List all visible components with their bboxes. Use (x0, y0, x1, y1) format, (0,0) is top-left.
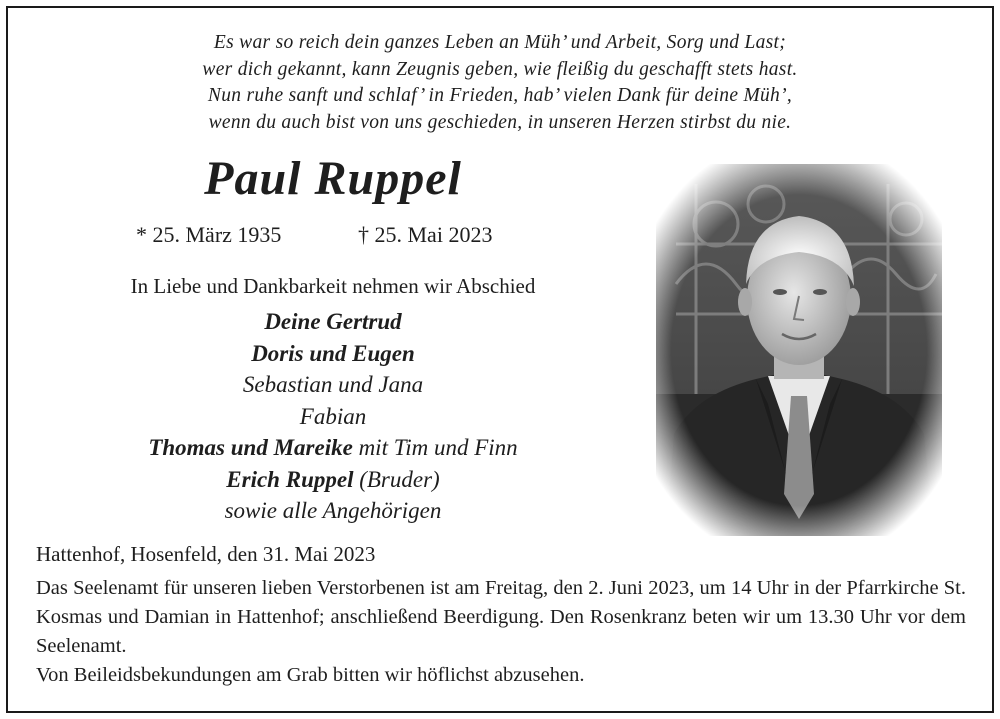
mourner-line (28, 432, 638, 464)
mourner-line: sowie alle Angehörigen (224, 498, 442, 523)
mourner-name: Thomas und Mareike (148, 435, 353, 460)
mourner-line (28, 338, 638, 370)
poem (8, 30, 992, 136)
funeral-service-text: Das Seelenamt für unseren lieben Verstorbenen ist am Freitag, den 2. Juni 2023, um 14 Uhr in der Pfarrkirche St. Kosmas und Damian in Hattenhof; anschließend Beerdigung. Den Rosenkranz beten wir um 13.30 Uhr vor dem Seelenamt. (36, 577, 966, 657)
mourner-line: Fabian (299, 403, 367, 429)
birth-date: * 25. März 1935 (136, 222, 282, 247)
death-date: † 25. Mai 2023 (358, 222, 493, 247)
poem-line: wenn du auch bist von uns geschieden, in unseren Herzen stirbst du nie. (208, 111, 792, 133)
service-details (36, 574, 966, 690)
obituary-notice (6, 6, 994, 713)
mourner-name: Erich Ruppel (226, 466, 354, 492)
mourner-name: Deine Gertrud (264, 309, 402, 334)
deceased-name: Paul Ruppel (204, 152, 462, 205)
mourner-line (28, 306, 638, 338)
mourner-extra: mit Tim und Finn (352, 435, 518, 460)
mourner-name: Doris und Eugen (251, 340, 415, 366)
mourner-extra: (Bruder) (353, 466, 440, 492)
poem-line: wer dich gekannt, kann Zeugnis geben, wie fleißig du geschafft stets hast. (202, 58, 798, 80)
poem-line: Nun ruhe sanft und schlaf’ in Frieden, hab’ vielen Dank für deine Müh’, (207, 85, 793, 106)
condolence-note: Von Beileidsbekundungen am Grab bitten wir höflichst abzusehen. (36, 664, 585, 686)
portrait-photo (656, 164, 942, 536)
poem-line: Es war so reich dein ganzes Leben an Müh’ und Arbeit, Sorg und Last; (213, 32, 787, 53)
life-dates (136, 222, 492, 248)
mourner-line: Sebastian und Jana (242, 372, 424, 397)
place-and-date: Hattenhof, Hosenfeld, den 31. Mai 2023 (36, 542, 376, 566)
farewell-intro: In Liebe und Dankbarkeit nehmen wir Abschied (130, 274, 536, 298)
mourners-list (28, 306, 638, 527)
mourner-line (28, 464, 638, 496)
